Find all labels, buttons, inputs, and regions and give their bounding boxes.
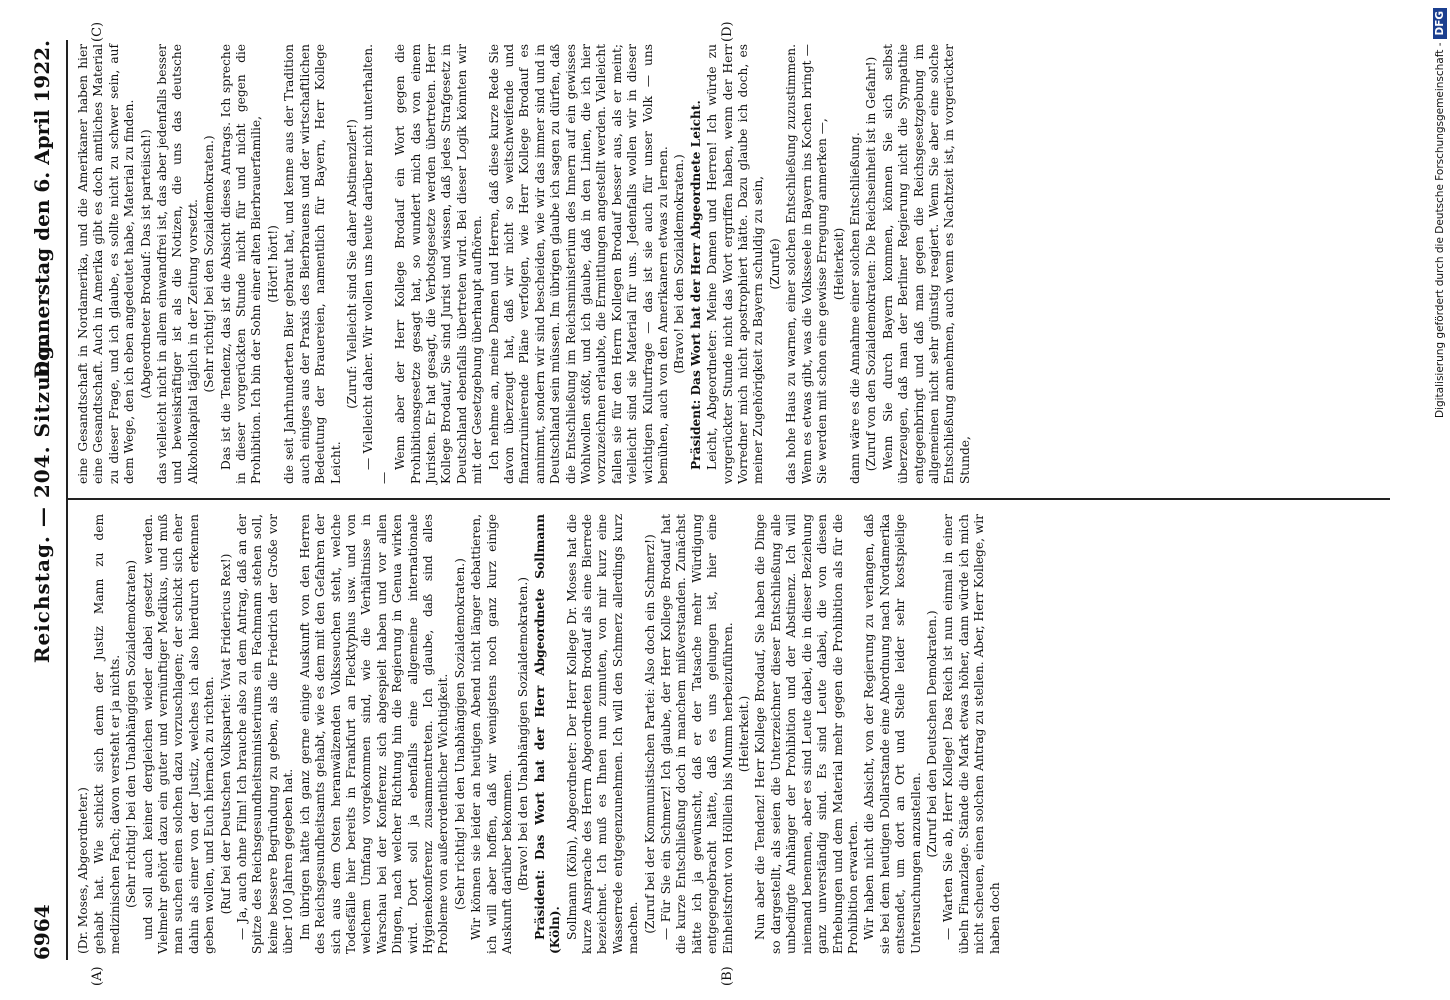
interjection: (Zuruf bei den Deutschen Demokraten.) [924,610,939,858]
paragraph: dann wäre es die Annahme einer solchen Entschließung. [847,132,862,484]
dfg-logo: DFG [1433,8,1447,39]
paragraph: Im übrigen hätte ich ganz gerne einige Auskunft von den Herren des Reichsgesundheitsamts gehabt, wie es dem mit den Gefahren der sich aus dem Osten heranwälzenden Volksseuchen steht, welche Todesfälle hier bereits in Frankfurt an Flecktyphus usw. und von welchem Umfang vorgekommen sind, wie die Verhältnisse in Warschau bei der Konferenz sich abgespielt haben und vor allen Dingen, nach welcher Richtung hin die Regierung in Genua wirken wird. Dort soll ja ebenfalls eine allgemeine internationale Hygienekonferenz zusammentreten. Ich glaube, daß sind alles Probleme von außerordentlicher Wichtigkeit. [297,514,451,954]
paragraph: — Ja, auch ohne Film! Ich brauche also zu dem Antrag, daß an der Spitze des Reichsgesundheitsministeriums ein Fachmann stehen soll, keine bessere Begründung zu geben, als die Friedrich der Große vor über 100 Jahren gegeben hat. [235,514,296,954]
credit-label: Digitalisierung gefördert durch die Deutsche Forschungsgemeinschaft - [1434,42,1446,419]
paragraph: Das ist die Tendenz, das ist die Absicht dieses Antrags. Ich spreche in dieser vorgerückten Stunde nicht für und nicht gegen die Prohibition. Ich bin der Sohn einer alten Bierbrauerfamilie, [218,44,264,484]
digitization-credit [1410,8,1446,988]
margin-marker-a: (A) [90,966,105,986]
paragraph: Ich nehme an, meine Damen und Herren, daß diese kurze Rede Sie davon überzeugt hat, daß wir nicht so weitschweifende und finanzruinierende Pläne verfolgen, wie Herr Kollege Brodauf es annimmt, sondern wir sind bescheiden, wie wir das immer sind und in Deutschland sein müssen. Im übrigen glaube ich sagen zu dürfen, daß die Entschließung im Reichsministerium des Innern auf ein gewisses Wohlwollen stößt, und ich glaube, daß in den Linien, die ich hier vorzuzeichnen erlaubte, die Ermittlungen angestellt werden. Vielleicht fallen sie für den Herrn Kollegen Brodauf besser aus, als er meint; vielleicht sind sie Material für uns. Jedenfalls wollen wir in dieser wichtigen Kulturfrage — das ist sie auch für unser Volk — uns bemühen, auch von den Amerikanern etwas zu lernen. [486,44,671,484]
interjection: (Heiterkeit) [831,227,846,301]
column-divider [66,498,1390,500]
interjection: (Bravo! bei den Sozialdemokraten.) [672,154,687,374]
paragraph: Nun aber die Tendenz! Herr Kollege Brodauf, Sie haben die Dinge so dargestellt, als seien die Unterzeichner dieser Entschließung alle unbedingte Anhänger der Prohibition und der Abstinenz. Ich will niemand benennen, aber es sind Leute dabei, die in dieser Beziehung ganz unverständig sind. Es sind Leute dabei, die von diesen Erhebungen und dem Material mehr gegen die Prohibition als für die Prohibition erwarten. [753,514,860,954]
interjection: (Zuruf: Vielleicht sind Sie daher Abstinenzler!) [344,119,359,409]
paragraph: Wenn aber der Herr Kollege Brodauf ein Wort gegen die Prohibitionsgesetze gesagt hat, so wundert mich das von einem Juristen. Er hat gesagt, die Verbotsgesetze werden übertreten. Herr Kollege Brodauf, Sie sind Jurist und wissen, daß jedes Strafgesetz in Deutschland ebenfalls übertreten wird. Bei dieser Logik könnten wir mit der Gesetzgebung überhaupt aufhören. [393,44,485,484]
paragraph: eine Gesandtschaft in Nordamerika, und die Amerikaner haben hier eine Gesandtschaft. Auch in Amerika gibt es doch amtliches Material zu dieser Frage, und ich glaube, es sollte nicht zu schwer sein, auf dem Wege, den ich eben angedeutet habe, Material zu finden. [76,44,137,484]
paragraph: das vielleicht nicht in allem einwandfrei ist, das aber jedenfalls besser und beweiskräftiger ist als die Notizen, die uns das deutsche Alkoholkapital täglich in der Zeitung vorsetzt. [155,44,200,484]
margin-marker-d: (D) [720,21,735,42]
interjection: (Bravo! bei den Unabhängigen Sozialdemokraten.) [516,576,531,892]
interjection: (Hört! hört!) [265,225,280,303]
paragraph: Wenn Sie durch Bayern kommen, können Sie sich selbst überzeugen, daß man der Berliner Regierung nicht die Sympathie entgegenbringt und daß man gegen die Reichsgesetzgebung im allgemeinen nicht sehr günstig reagiert. Wenn Sie aber eine solche Entschließung annehmen, auch wenn es Nachtzeit ist, in vorgerückter Stunde, [880,44,972,484]
paragraph: gehabt hat. Wie schickt sich denn der Justiz Mann zu dem medizinischen Fach; davon versteht er ja nichts. [92,514,122,954]
paragraph: — Für Sie ein Schmerz! Ich glaube, der Herr Kollege Brodauf hat die kurze Entschließung doch in manchem mißverstanden. Zunächst hätte ich ja gewünscht, daß er der Tatsache mehr Würdigung entgegengebracht hätte, daß es uns gelungen ist, hier eine Einheitsfront von Hölllein bis Mumm herbeizuführen. [659,514,735,954]
interjection: (Sehr richtig! bei den Unabhängigen Sozialdemokraten.) [452,558,467,910]
paragraph: Wir können sie leider an heutigen Abend nicht länger debattieren, ich will aber hoffen, daß wir wenigstens noch ganz kurz einige Auskunft darüber bekommen. [469,514,514,954]
page-header [24,40,68,960]
interjection: (Zuruf von den Sozialdemokraten: Die Reichseinheit ist in Gefahr!) [864,56,879,472]
interjection: (Ruf bei der Deutschen Volkspartei: Vivat Fridericus Rex!) [218,553,233,915]
interjection: (Zurufe) [767,238,782,290]
interjection: (Zuruf bei der Kommunistischen Partei: Also doch ein Schmerz!) [642,534,657,934]
page-title: Reichstag. — 204. Sitzung. [30,336,54,664]
speaker-line: (Dr. Moses, Abgeordneter.) [76,787,90,954]
interjection: (Sehr richtig! bei den Unabhängigen Sozialdemokraten) [124,559,139,909]
interjection: (Heiterkeit.) [737,695,752,773]
right-column [76,44,974,484]
president-line: Präsident: Das Wort hat der Herr Abgeordnete Sollmann (Köln). [532,514,563,954]
speaker-paragraph: Sollmann (Köln), Abgeordneter: Der Herr Kollege Dr. Moses hat die kurze Ansprache des Herrn Abgeordneten Brodauf als eine Bierrede bezeichnet. Ich muß es Ihnen nun zumuten, von mir kurz eine Wasserrede entgegenzunehmen. Ich will den Schmerz allerdings kurz machen. [564,514,641,954]
page-number: 6964 [30,904,54,960]
digitization-credit-text [1430,8,1450,988]
paragraph: — Warten Sie ab, Herr Kollege! Das Reich ist nun einmal in einer übeln Finanzlage. Stände die Mark etwas höher, dann würde ich mich nicht scheuen, einen solchen Antrag zu stellen. Aber, Herr Kollege, wir haben doch [941,514,1002,954]
interjection: (Abgeordneter Brodauf: Das ist parteiisch!) [138,129,153,399]
president-line: Präsident: Das Wort hat der Herr Abgeordnete Leicht. [688,100,703,470]
paragraph: und soll auch keiner dergleichen wieder dabei gesetzt werden. Vielmehr gehört dazu ein guter und vernünftiger Medikus, und muß man suchen einen solchen dazu vorzuschlagen; der schickt sich eher dahin als einer von der Justiz, welches ich also hierdurch erkennen geben wollen, und Euch hiernach zu richten. [140,514,217,954]
margin-marker-b: (B) [720,966,735,986]
paragraph: — Vielleicht daher. Wir wollen uns heute darüber nicht unterhalten. — [361,44,391,484]
paragraph: das hohe Haus zu warnen, einer solchen Entschließung zuzustimmen. Wenn es etwas gibt, was die Volksseele in Bayern ins Kochen bringt — Sie werden mit schon eine gewisse Erregung anmerken —, [784,44,830,484]
interjection: (Sehr richtig! bei den Sozialdemokraten.) [202,135,217,393]
paragraph: die seit Jahrhunderten Bier gebraut hat, und kenne aus der Tradition auch einiges aus der Praxis des Bierbrauens und der wirtschaftlichen Bedeutung der Brauereien, namentlich für Bayern, Herr Kollege Leicht. [282,44,343,484]
speaker-paragraph: Leicht, Abgeordneter: Meine Damen und Herren! Ich würde zu vorgerückter Stunde nicht das Wort ergriffen haben, wenn der Herr Vorredner mich nicht apostrophiert hätte. Dazu glaube ich doch, es meiner Zugehörigkeit zu Bayern schuldig zu sein, [705,44,766,484]
paragraph: Wir haben nicht die Absicht, von der Regierung zu verlangen, daß sie bei dem heutigen Dollarstande eine Abordnung nach Nordamerika entsendet, um dort an Ort und Stelle leider sehr kostspielige Untersuchungen anzustellen. [862,514,923,954]
margin-marker-c: (C) [90,21,105,42]
page-date: Donnerstag den 6. April 1922. [30,40,54,379]
left-column [76,514,1004,954]
